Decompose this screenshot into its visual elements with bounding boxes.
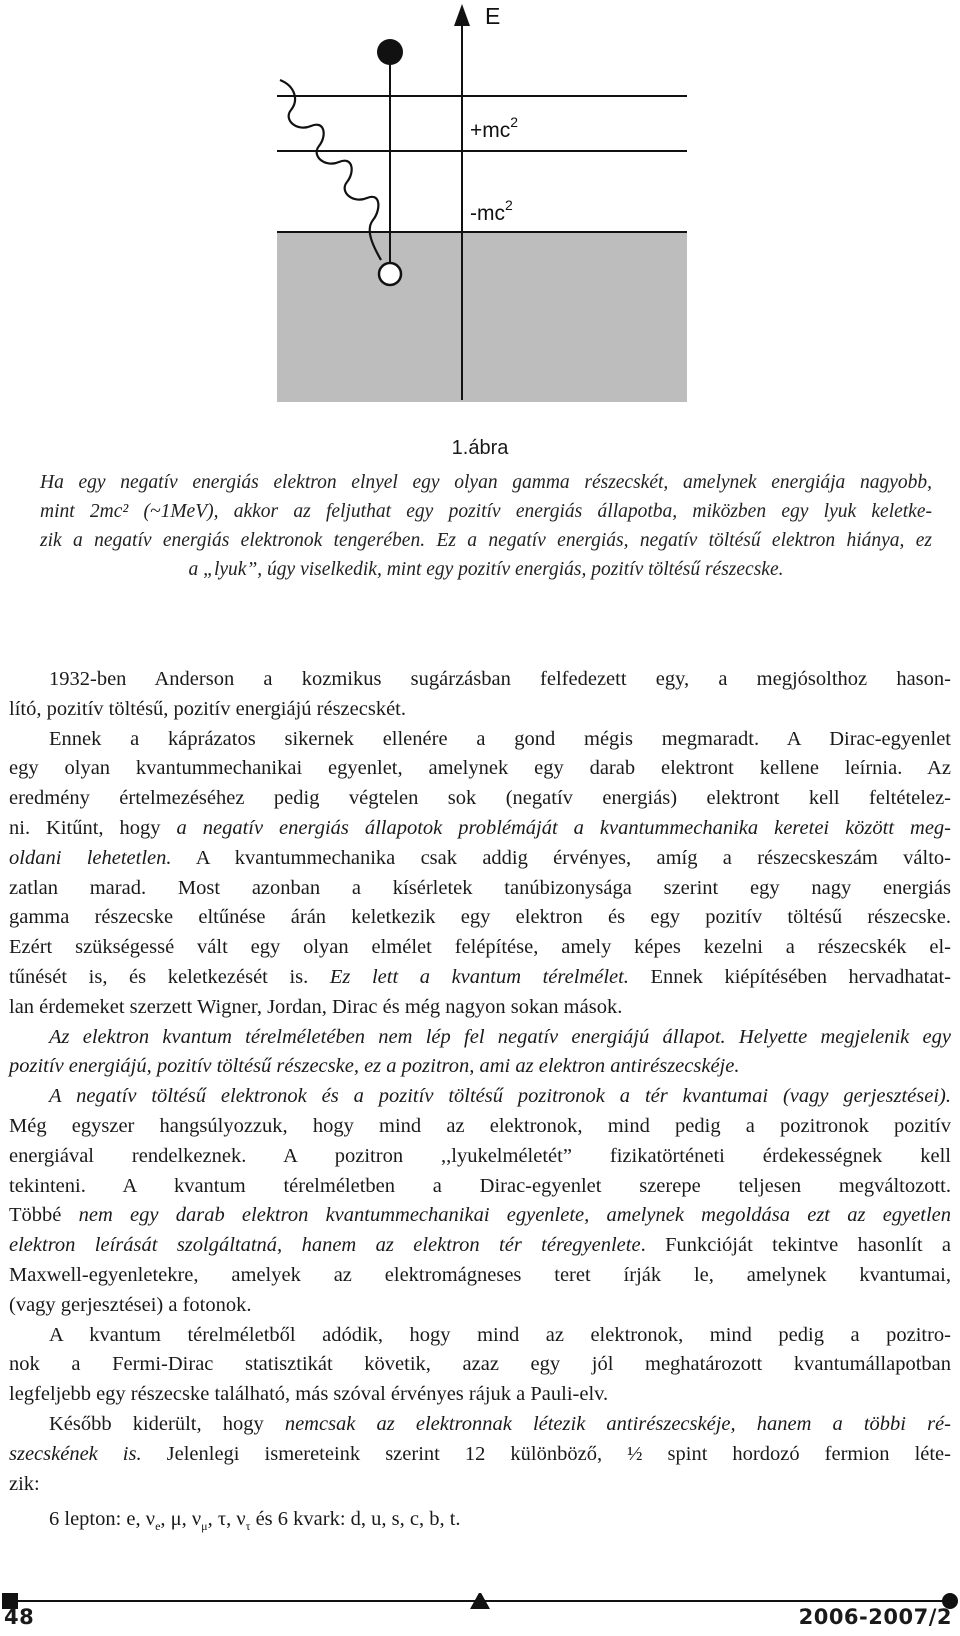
- text-line: (vagy gerjesztései) a fotonok.: [9, 1293, 252, 1316]
- text-line: lító, pozitív töltésű, pozitív energiájú részecskét.: [9, 697, 406, 720]
- text-line: Később kiderült, hogy nemcsak az elektronnak létezik antirészecskéje, hanem a többi ré-: [49, 1412, 951, 1435]
- text-line: Az elektron kvantum térelméletében nem lép fel negatív energiájú állapot. Helyette megjelenik egy: [49, 1025, 951, 1048]
- article-body: [9, 665, 951, 1542]
- text-line: ni. Kitűnt, hogy a negatív energiás állapotok problémáját a kvantummechanika keretei között meg-: [9, 816, 951, 839]
- caption-line: a „lyuk”, úgy viselkedik, mint egy pozitív energiás, pozitív töltésű részecske.: [188, 559, 784, 580]
- caption-line: zik a negatív energiás elektronok tengerében. Ez a negatív energiás, negatív töltésű elektron hiánya, ez: [40, 530, 932, 551]
- text-line: Ennek a káprázatos sikernek ellenére a gond mégis megmaradt. A Dirac-egyenlet: [49, 727, 951, 750]
- text-line: nok a Fermi-Dirac statisztikát követik, azaz egy jól meghatározott kvantumállapotban: [9, 1353, 951, 1376]
- text-line: 1932-ben Anderson a kozmikus sugárzásban felfedezett egy, a megjósolthoz hason-: [49, 668, 951, 690]
- energy-axis-label: E: [485, 3, 501, 29]
- text-line: Többé nem egy darab elektron kvantummechanikai egyenlete, amelynek megoldása ezt az egyetlen: [9, 1204, 951, 1227]
- paragraph-fermi-dirac: [9, 1321, 951, 1410]
- figure-caption: [40, 468, 932, 584]
- text-line: tűnését is, és keletkezését is. Ez lett a kvantum térelmélet. Ennek kiépítésében hervadhatat-: [9, 965, 951, 988]
- hole-circle: [379, 263, 401, 285]
- paragraph-positron: [9, 1023, 951, 1083]
- text-line: A kvantum térelméletből adódik, hogy mind az elektronok, mind pedig a pozitro-: [49, 1323, 951, 1346]
- paragraph-field-quanta: [9, 1082, 951, 1320]
- issue-number: 2006-2007/2: [798, 1605, 952, 1629]
- text-line: Ezért szükségessé vált egy olyan elmélet felépítése, amely képes kezelni a részecskék el-: [9, 936, 951, 959]
- text-line: lan érdemeket szerzett Wigner, Jordan, Dirac és még nagyon sokan mások.: [9, 995, 623, 1018]
- paragraph-anderson: [9, 665, 951, 725]
- page-number: 48: [4, 1605, 35, 1629]
- upper-level-label: $+mc^2$: [470, 114, 519, 142]
- text-line: A negatív töltésű elektronok és a pozitív töltésű pozitronok a tér kvantumai (vagy gerjesztései).: [49, 1085, 951, 1108]
- text-line: egy olyan kvantummechanikai egyenlet, amelynek egy darab elektront kellene leírnia. Az: [9, 757, 951, 780]
- text-line: zik:: [9, 1472, 40, 1495]
- text-line: tekinteni. A kvantum térelméletben a Dirac-egyenlet szerepe teljesen megváltozott.: [9, 1174, 951, 1197]
- text-line: gamma részecske eltűnése árán keletkezik egy elektron és egy pozitív töltésű részecske.: [9, 906, 951, 929]
- text-line: energiával rendelkeznek. A pozitron ,,lyukelméletét” fizikatörténeti érdekességnek kell: [9, 1144, 951, 1167]
- text-line: legfeljebb egy részecske található, más szóval érvényes rájuk a Pauli-elv.: [9, 1383, 609, 1406]
- text-line: Maxwell-egyenletekre, amelyek az elektromágneses teret írják le, amelynek kvantumai,: [9, 1263, 951, 1286]
- negative-energy-sea: [277, 232, 687, 402]
- caption-line: Ha egy negatív energiás elektron elnyel egy olyan gamma részecskét, amelynek energiája nagyobb,: [40, 472, 932, 493]
- text-line: oldani lehetetlen. A kvantummechanika csak addig érvényes, amíg a részecskeszám válto-: [9, 846, 951, 869]
- text-line: zatlan marad. Most azonban a kísérletek tanúbizonysága szerint egy nagy energiás: [9, 876, 951, 899]
- energy-level-diagram: [277, 0, 687, 402]
- text-line: eredmény értelmezéséhez pedig végtelen sok (negatív energiás) elektront kell feltételez-: [9, 787, 951, 810]
- electron-dot: [377, 39, 403, 65]
- text-line: szecskének is. Jelenlegi ismereteink szerint 12 különböző, ½ spint hordozó fermion léte-: [9, 1442, 951, 1465]
- energy-axis-arrowhead: [454, 4, 470, 26]
- fermion-list: 6 lepton: e, $\nu_e$, μ, $\nu_\mu$, τ, $\nu_\tau$ és 6 kvark: d, u, s, c, b, t.: [49, 1508, 461, 1534]
- caption-line: mint 2mc² (~1MeV), akkor az feljuthat egy pozitív energiás állapotba, miközben egy lyuk keletke-: [40, 501, 932, 522]
- paragraph-antiparticles: [9, 1410, 951, 1499]
- lower-level-label: $-mc^2$: [470, 197, 513, 225]
- text-line: elektron leírását szolgáltatná, hanem az elektron tér téregyenlete. Funkcióját tekintve hasonlít a: [9, 1234, 952, 1257]
- paragraph-dirac-problem: [9, 725, 951, 1023]
- text-line: pozitív energiájú, pozitív töltésű részecske, ez a pozitron, ami az elektron antirészecskéje.: [9, 1055, 740, 1078]
- figure-caption-title: 1.ábra: [451, 437, 509, 459]
- text-line: Még egyszer hangsúlyozzuk, hogy mind az elektronok, mind pedig a pozitronok pozitív: [9, 1114, 951, 1137]
- paragraph-fermion-list: [9, 1505, 951, 1542]
